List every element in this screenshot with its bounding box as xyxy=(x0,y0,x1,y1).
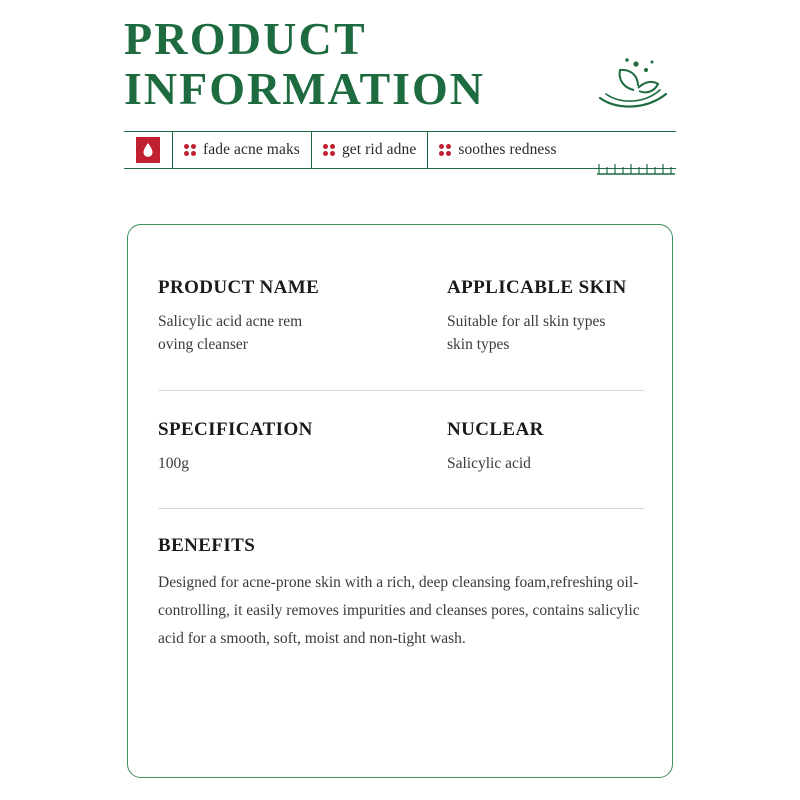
divider-1 xyxy=(158,390,644,391)
header xyxy=(124,14,676,114)
field-specification-value: 100g xyxy=(158,455,189,472)
divider-2 xyxy=(158,508,644,509)
field-nuclear-label: NUCLEAR xyxy=(447,419,544,440)
page-title-line-1: PRODUCT xyxy=(124,13,367,64)
four-dots-icon xyxy=(323,144,335,156)
benefits-section xyxy=(158,535,644,653)
ruler-icon xyxy=(596,162,676,176)
field-product-name-value: Salicylic acid acne rem oving cleanser xyxy=(158,313,303,353)
field-nuclear xyxy=(401,419,644,475)
detail-row-1 xyxy=(158,277,644,356)
field-nuclear-value: Salicylic acid xyxy=(447,455,531,472)
field-specification-label: SPECIFICATION xyxy=(158,419,313,440)
feature-item-2-label: soothes redness xyxy=(458,141,557,158)
four-dots-icon xyxy=(184,144,196,156)
feature-item-0-label: fade acne maks xyxy=(203,141,300,158)
benefits-text: Designed for acne-prone skin with a rich, deep cleansing foam,refreshing oil-controlling, it easily removes impurities and cleanses pores, contains salicylic acid for a smooth, soft, moist and non-tight wash. xyxy=(158,574,640,647)
drop-glyph xyxy=(142,142,154,158)
feature-bar xyxy=(124,131,676,169)
page-title-line-2: INFORMATION xyxy=(124,63,486,114)
card-content xyxy=(158,277,644,653)
benefits-label: BENEFITS xyxy=(158,535,256,556)
field-applicable-skin xyxy=(401,277,644,356)
field-product-name xyxy=(158,277,401,356)
four-dots-icon xyxy=(439,144,451,156)
water-drop-icon xyxy=(136,137,160,163)
field-product-name-label: PRODUCT NAME xyxy=(158,277,320,298)
feature-item-1-label: get rid adne xyxy=(341,141,417,158)
leaf-hand-icon xyxy=(594,54,674,114)
product-details-card xyxy=(127,224,673,778)
feature-badge xyxy=(124,132,173,168)
feature-item-0 xyxy=(173,132,312,168)
feature-item-1 xyxy=(312,132,428,168)
feature-item-2 xyxy=(428,132,567,168)
field-applicable-skin-label: APPLICABLE SKIN xyxy=(447,277,627,298)
field-specification xyxy=(158,419,401,475)
field-applicable-skin-value: Suitable for all skin types skin types xyxy=(447,313,606,353)
detail-row-2 xyxy=(158,419,644,475)
